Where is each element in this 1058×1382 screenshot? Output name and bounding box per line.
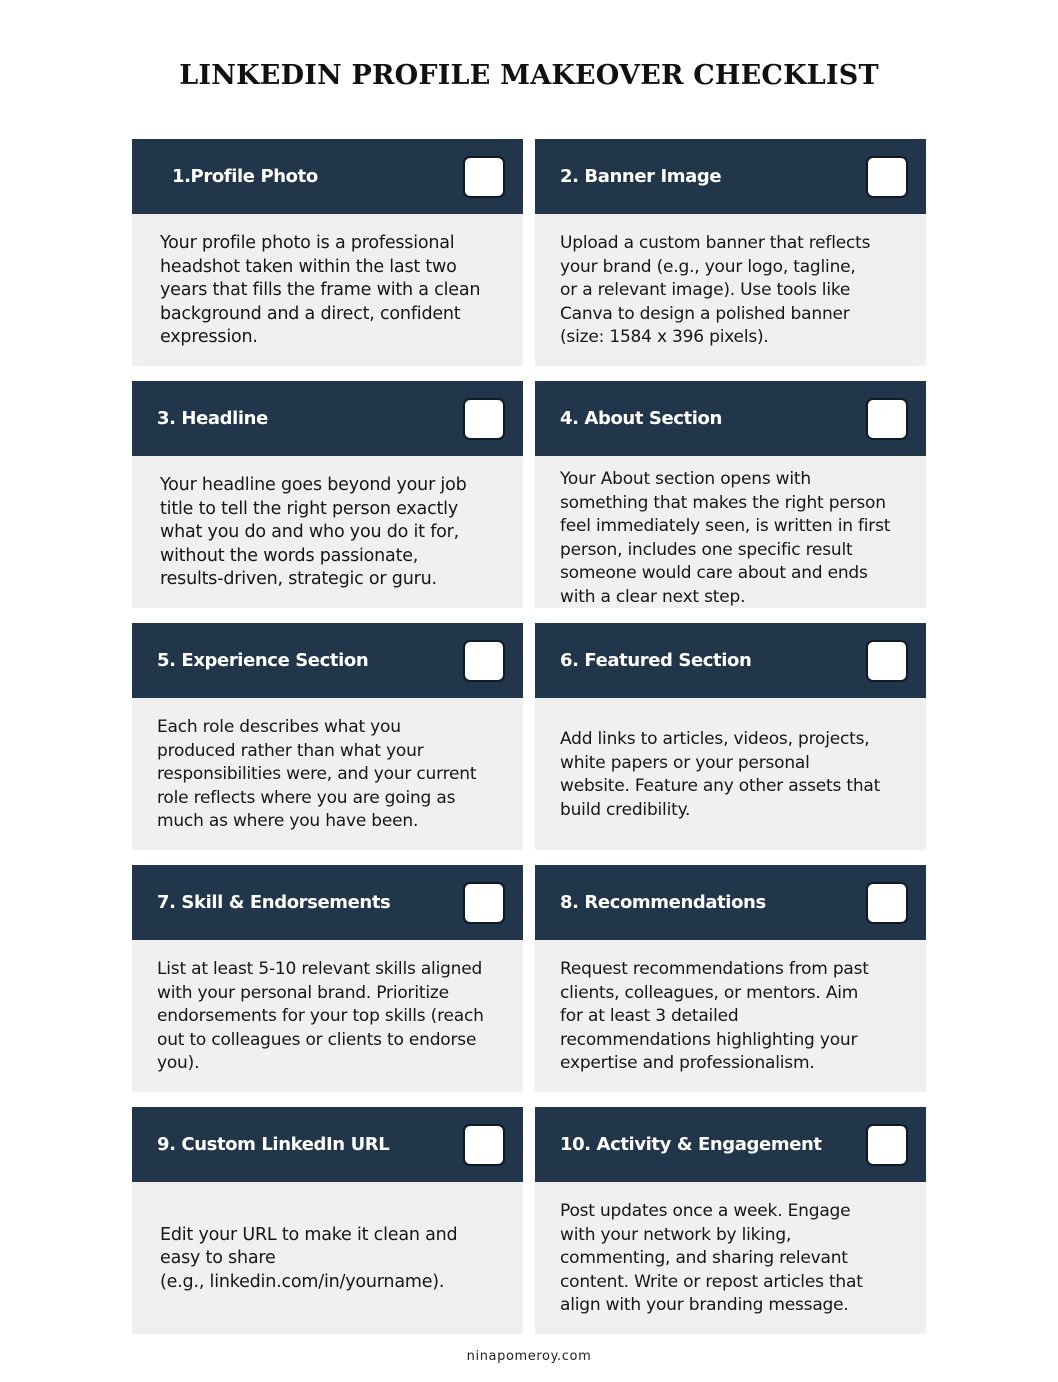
checkbox[interactable]	[463, 156, 505, 198]
checklist-item-banner-image	[535, 139, 926, 366]
item-text: Each role describes what you produced rather than what your responsibilities were, and your current role reflects where you are going as much as where you have been.	[157, 717, 477, 832]
checklist-item-featured-section	[535, 623, 926, 850]
item-header[interactable]	[535, 1107, 926, 1182]
checkbox[interactable]	[866, 398, 908, 440]
checkbox[interactable]	[866, 640, 908, 682]
item-text: Post updates once a week. Engage with your network by liking, commenting, and sharing relevant content. Write or repost articles that align with your branding message.	[560, 1201, 863, 1316]
item-description	[132, 214, 523, 366]
item-title: 5. Experience Section	[157, 650, 369, 671]
checkbox[interactable]	[463, 640, 505, 682]
checkbox[interactable]	[463, 1124, 505, 1166]
checklist-item-recommendations	[535, 865, 926, 1092]
item-text: Your About section opens with something that makes the right person feel immediately seen, is written in first person, includes one specific result someone would care about and ends with a clear next step.	[560, 469, 891, 607]
item-title: 10. Activity & Engagement	[560, 1134, 822, 1155]
item-text: Your profile photo is a professional headshot taken within the last two years that fills the frame with a clean background and a direct, confident expression.	[160, 233, 481, 348]
item-title: 4. About Section	[560, 408, 722, 429]
item-description	[132, 698, 523, 850]
checklist-item-headline	[132, 381, 523, 608]
item-description	[132, 940, 523, 1092]
item-title: 3. Headline	[157, 408, 268, 429]
page-title: LINKEDIN PROFILE MAKEOVER CHECKLIST	[179, 60, 879, 91]
item-text: Your headline goes beyond your job title to tell the right person exactly what you do and who you do it for, without the words passionate, results-driven, strategic or guru.	[160, 475, 467, 590]
checklist-item-about-section	[535, 381, 926, 608]
item-header[interactable]	[132, 381, 523, 456]
checkbox[interactable]	[463, 882, 505, 924]
item-title: 7. Skill & Endorsements	[157, 892, 391, 913]
item-text: Request recommendations from past clients, colleagues, or mentors. Aim for at least 3 detailed recommendations highlighting your expertise and professionalism.	[560, 959, 869, 1074]
checkbox[interactable]	[866, 882, 908, 924]
item-title: 6. Featured Section	[560, 650, 752, 671]
item-header[interactable]	[132, 865, 523, 940]
item-header[interactable]	[535, 381, 926, 456]
item-text: Upload a custom banner that reflects your brand (e.g., your logo, tagline, or a relevant image). Use tools like Canva to design a polished banner (size: 1584 x 396 pixels).	[560, 233, 871, 348]
item-header[interactable]	[132, 139, 523, 214]
checklist-item-skill-endorsements	[132, 865, 523, 1092]
item-title: 9. Custom LinkedIn URL	[157, 1134, 390, 1155]
checkbox[interactable]	[866, 156, 908, 198]
checkbox[interactable]	[463, 398, 505, 440]
item-text: Edit your URL to make it clean and easy to share (e.g., linkedin.com/in/yourname).	[160, 1224, 458, 1292]
item-text: List at least 5-10 relevant skills aligned with your personal brand. Prioritize endorsements for your top skills (reach out to colleagues or clients to endorse you).	[157, 959, 484, 1074]
item-header[interactable]	[132, 1107, 523, 1182]
checklist-item-activity-engagement	[535, 1107, 926, 1334]
item-header[interactable]	[132, 623, 523, 698]
item-description	[535, 698, 926, 850]
checklist-item-profile-photo	[132, 139, 523, 366]
item-text: Add links to articles, videos, projects, white papers or your personal website. Feature any other assets that build credibility.	[560, 729, 881, 820]
item-header[interactable]	[535, 623, 926, 698]
footer-website: ninapomeroy.com	[466, 1349, 592, 1364]
item-header[interactable]	[535, 139, 926, 214]
checkbox[interactable]	[866, 1124, 908, 1166]
item-title: 8. Recommendations	[560, 892, 766, 913]
checklist-item-experience-section	[132, 623, 523, 850]
item-description	[535, 1182, 926, 1334]
checklist-item-custom-url	[132, 1107, 523, 1334]
item-description	[535, 940, 926, 1092]
item-description	[132, 1182, 523, 1334]
item-description	[535, 456, 926, 608]
item-description	[535, 214, 926, 366]
item-description	[132, 456, 523, 608]
item-header[interactable]	[535, 865, 926, 940]
item-title: 1.Profile Photo	[172, 166, 318, 187]
item-title: 2. Banner Image	[560, 166, 722, 187]
checklist-grid	[132, 139, 926, 1334]
